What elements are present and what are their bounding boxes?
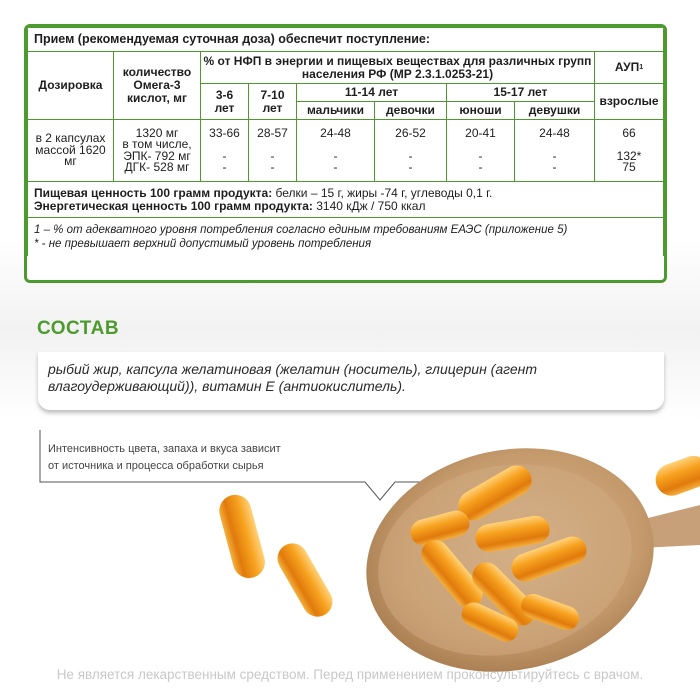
header-age-15-17: 15-17 лет [447, 84, 595, 102]
cell-boys: 24-48 - - [297, 120, 375, 182]
header-nfp: % от НФП в энергии и пищевых веществах для различных групп населения РФ (МР 2.3.1.0253-21) [201, 52, 595, 84]
header-age-3-6: 3-6 лет [201, 84, 249, 120]
footnote-2: * - не превышает верхний допустимый уровень потребления [34, 238, 372, 250]
header-dosage: Дозировка [28, 52, 114, 120]
quality-note: Интенсивность цвета, запаха и вкуса зависит от источника и процесса обработки сырья [48, 443, 281, 472]
header-adults: взрослые [595, 84, 664, 120]
header-boys: мальчики [297, 102, 375, 120]
header-girls: девочки [375, 102, 447, 120]
nutrition-label: Пищевая ценность 100 грамм продукта: [34, 185, 273, 200]
header-youths: юноши [447, 102, 515, 120]
header-maidens: девушки [515, 102, 595, 120]
header-age-7-10: 7-10 лет [249, 84, 297, 120]
composition-title: СОСТАВ [37, 318, 120, 339]
cell-omega: 1320 мг в том числе, ЭПК- 792 мг ДГК- 528 мг [114, 120, 201, 182]
nutrition-value: белки – 15 г, жиры -74 г, углеводы 0,1 г. [272, 185, 493, 200]
cell-adults: 66 132* 75 [595, 120, 664, 182]
header-omega: количество Омега-3 кислот, мг [114, 52, 201, 120]
footnote-1: 1 – % от адекватного уровня потребления согласно единым требованиям ЕАЭС (приложение 5) [34, 224, 568, 236]
aup-footnote-mark: 1 [639, 64, 644, 71]
aup-label: АУП [614, 60, 640, 74]
energy-value: 3140 кДж / 750 ккал [312, 198, 426, 213]
callout-line [40, 430, 420, 500]
energy-label: Энергетическая ценность 100 грамм продукта: [34, 198, 313, 213]
cell-maidens: 24-48 - - [515, 120, 595, 182]
cell-youths: 20-41 - - [447, 120, 515, 182]
cell-age-7-10: 28-57 - - [249, 120, 297, 182]
cell-girls: 26-52 - - [375, 120, 447, 182]
table-title: Прием (рекомендуемая суточная доза) обеспечит поступление: [28, 28, 664, 52]
disclaimer: Не является лекарственным средством. Перед применением проконсультируйтесь с врачом. [56, 667, 644, 682]
composition-text: рыбий жир, капсула желатиновая (желатин (носитель), глицерин (агент влагоудерживающий)), витамин Е (антиокислитель). [48, 361, 538, 394]
cell-dosage: в 2 капсулах массой 1620 мг [28, 120, 114, 182]
header-age-11-14: 11-14 лет [297, 84, 447, 102]
cell-age-3-6: 33-66 - - [201, 120, 249, 182]
